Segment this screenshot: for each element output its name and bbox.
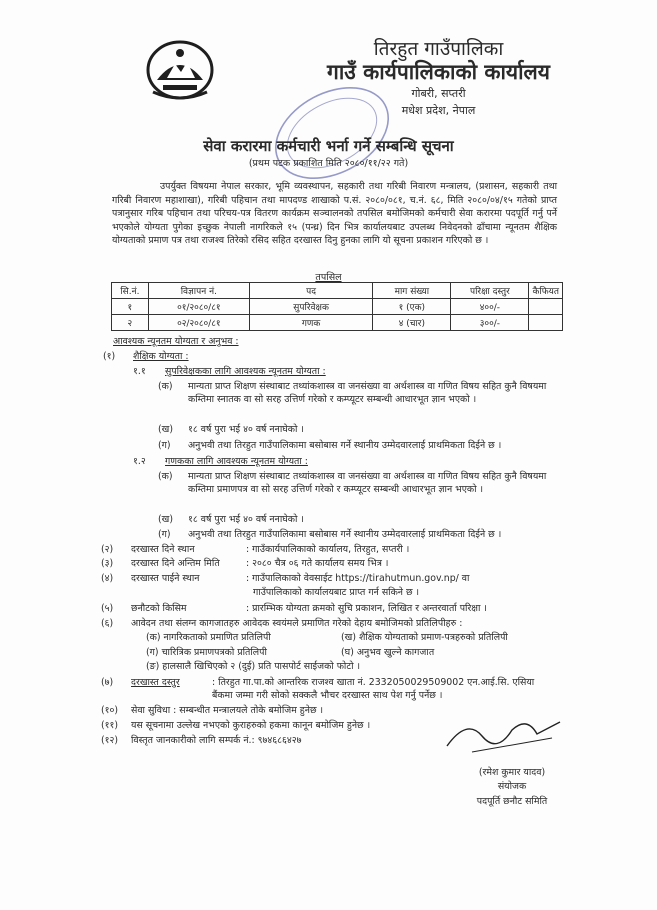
signatory-role: संयोजक: [497, 781, 527, 792]
col-header: कैफियत: [529, 283, 563, 299]
item-label: दरखास्त दिने स्थान: [131, 544, 195, 555]
cell: १: [112, 299, 149, 315]
document-item: (घ) अनुभव खुल्ने कागजात: [341, 647, 435, 658]
office-address: गोबरी, सप्तरी: [411, 87, 466, 100]
item-value: : गाउँपालिकाको वेवसाईट https://tirahutmun.gov.np/ वा: [246, 573, 470, 584]
col-header: सि.नं.: [112, 283, 149, 299]
item-number: (१२): [101, 735, 119, 746]
cell: गणक: [249, 315, 372, 331]
document-item: (ङ) हालसालै खिचिएको २ (दुई) प्रति पासपोर्ट साईजको फोटो ।: [146, 661, 361, 672]
item-text: विस्तृत जानकारीको लागि सम्पर्क नं.: ९७४६८६४२७: [131, 735, 302, 746]
requirement-text: मान्यता प्राप्त शिक्षण संस्थाबाट तथ्यांकशास्त्र वा जनसंख्या वा अर्थशास्त्र वा गणित विषय सहित कुनै विषयमा कम्तिमा प्रमाणपत्र वा सो सरह उत्तिर्ण गरेको र कम्प्यूटर सम्बन्धी आधारभूत ज्ञान भएको ।: [188, 471, 547, 495]
col-header: विज्ञापन नं.: [148, 283, 249, 299]
item-value: गाउँपालिकाको कार्यालयबाट प्राप्त गर्न सकिने छ ।: [253, 587, 420, 598]
notice-body: [112, 180, 557, 248]
office-name: गाउँ कार्यपालिकाको कार्यालय: [327, 60, 550, 84]
section-label: सुपरिवेक्षकका लागि आवश्यक न्यूनतम योग्यता :: [165, 366, 326, 377]
requirement-text: १८ वर्ष पुरा भई ४० वर्ष ननाघेको ।: [188, 424, 304, 435]
item-value: : प्रारम्भिक योग्यता क्रमको सुचि प्रकाशन, लिखित र अन्तरवार्ता परिक्षा ।: [246, 603, 487, 614]
item-number: (४): [101, 573, 114, 584]
cell: २: [112, 315, 149, 331]
item-text: यस सूचनामा उल्लेख नभएको कुराहरुको हकमा कानून बमोजिम हुनेछ ।: [131, 720, 371, 731]
signature-icon: [442, 708, 567, 758]
col-header: पद: [249, 283, 372, 299]
item-number: (३): [101, 558, 114, 569]
cell: ०२/२०८०/८१: [148, 315, 249, 331]
cell: [529, 315, 563, 331]
item-label: दरखास्त दस्तुर: [131, 677, 180, 688]
col-header: माग संख्या: [373, 283, 451, 299]
document-item: (क) नागरिकताको प्रमाणित प्रतिलिपी: [146, 632, 271, 643]
document-item: (ग) चारित्रिक प्रमाणपत्रको प्रतिलिपी: [146, 647, 267, 658]
section-number: १.२: [133, 456, 146, 467]
cell: ४ (चार): [373, 315, 451, 331]
item-text: सेवा सुविधा : सम्बन्धीत मन्त्रालयले तोके बमोजिम हुनेछ ।: [131, 705, 324, 716]
item-marker: (ख): [158, 424, 173, 435]
notice-title: सेवा करारमा कर्मचारी भर्ना गर्ने सम्बन्धि सूचना: [203, 137, 454, 155]
document-item: (ख) शैक्षिक योग्यताको प्रमाण-पत्रहरुको प्रतिलिपी: [341, 632, 508, 643]
section-number: (१): [103, 351, 116, 362]
section-number: १.१: [133, 366, 146, 377]
cell: ०१/२०८०/८१: [148, 299, 249, 315]
cell: ३००/-: [451, 315, 529, 331]
vacancy-table: [111, 282, 563, 331]
requirement-text: अनुभवी तथा तिरहुत गाउँपालिकामा बसोबास गर्ने स्थानीय उम्मेदवारलाई प्राथमिकता दिईने छ ।: [188, 529, 502, 540]
item-marker: (ग): [158, 529, 171, 540]
item-text: आवेदन तथा संलग्न कागजातहरु आवेदक स्वयंमले प्रमाणित गरेको देहाय बमोजिमको प्रतिलिपीहरु :: [131, 618, 463, 629]
item-label: दरखास्त दिने अन्तिम मिति: [131, 558, 220, 569]
requirement-text: १८ वर्ष पुरा भई ४० वर्ष ननाघेको ।: [188, 514, 304, 525]
signatory-committee: पदपूर्ति छनौट समिति: [476, 796, 548, 807]
item-value: : गाउँकार्यपालिकाको कार्यालय, तिरहुत, सप्तरी ।: [246, 544, 410, 555]
notice-publish-date: (प्रथम पटक प्रकाशित मिति २०८०/११/२२ गते): [248, 158, 409, 169]
section-label: शैक्षिक योग्यता :: [133, 351, 189, 362]
table-header-row: [112, 283, 563, 299]
cell: १ (एक): [373, 299, 451, 315]
item-label: छनौटको किसिम: [131, 603, 187, 614]
signatory-name: (रमेश कुमार यादव): [478, 767, 546, 778]
item-marker: (क): [158, 471, 173, 482]
item-marker: (क): [158, 381, 173, 392]
item-marker: (ख): [158, 514, 173, 525]
item-number: (५): [101, 603, 114, 614]
requirement-text: अनुभवी तथा तिरहुत गाउँपालिकामा बसोबास गर्ने स्थानीय उम्मेदवारलाई प्राथमिकता दिईने छ ।: [188, 440, 502, 451]
requirements-heading: आवश्यक न्यूनतम योग्यता र अनुभव :: [113, 336, 239, 347]
table-row: [112, 315, 563, 331]
table-row: [112, 299, 563, 315]
municipality-name: तिरहुत गाउँपालिका: [373, 38, 504, 60]
item-number: (७): [101, 677, 114, 688]
cell: सुपरिवेक्षक: [249, 299, 372, 315]
cell: ४००/-: [451, 299, 529, 315]
section-label: गणकका लागि आवश्यक न्यूनतम योग्यता :: [165, 456, 308, 467]
item-number: (११): [101, 720, 119, 731]
item-label: दरखास्त पाईने स्थान: [131, 573, 200, 584]
item-number: (६): [101, 618, 114, 629]
requirement-text: मान्यता प्राप्त शिक्षण संस्थाबाट तथ्यांकशास्त्र वा जनसंख्या वा अर्थशास्त्र वा गणित विषय सहित कुनै विषयमा कम्तिमा स्नातक वा सो सरह उत्तिर्ण गरेको र कम्प्यूटर सम्बन्धी आधारभूत ज्ञान भएको ।: [188, 381, 547, 405]
item-number: (२): [101, 544, 114, 555]
col-header: परिक्षा दस्तुर: [451, 283, 529, 299]
notice-paragraph: उपर्युक्त विषयमा नेपाल सरकार, भूमि व्यवस्थापन, सहकारी तथा गरिबी निवारण मन्त्रालय, (प्रशासन, सहकारी तथा गरिबी निवारण महाशाखा), गरिबी पहिचान तथा मापदण्ड शाखाको प.सं. २०८०/०८१, च.नं. ६८, मिति २०८०/०४/१५ गतेको प्राप्त पत्रानुसार गरिब पहिचान तथा परिचय-पत्र वितरण कार्यक्रम सञ्चालनको तपसिल बमोजिमको कर्मचारी सेवा करारमा पदपूर्ति गर्नु पर्ने भएकोले योग्यता पुगेका इच्छुक नेपाली नागरिकले १५ (पन्ध्र) दिन भित्र कार्यालयबाट उपलब्ध निवेदनको ढाँचामा न्यूनतम शैक्षिक योग्यताको प्रमाण पत्र तथा राजश्व तिरेको रसिद सहित दरखास्त दिनु हुनका लागि यो सूचना प्रकाशन गरिएको छ ।: [112, 181, 557, 246]
cell: [529, 299, 563, 315]
item-value: : २०८० चैत्र ०६ गते कार्यालय समय भित्र ।: [246, 558, 389, 569]
item-marker: (ग): [158, 440, 171, 451]
province-line: मधेश प्रदेश, नेपाल: [401, 104, 476, 117]
table-caption: तपसिल: [315, 272, 342, 283]
item-text: : तिरहुत गा.पा.को आन्तरिक राजश्व खाता नं. 2332050029509002 एन.आई.सि. एसिया बैंकमा जम्मा गरी सोको सक्कलै भौचर दरखास्त साथ पेश गर्नु पर्नेछ ।: [212, 677, 535, 701]
item-number: (१०): [101, 705, 119, 716]
